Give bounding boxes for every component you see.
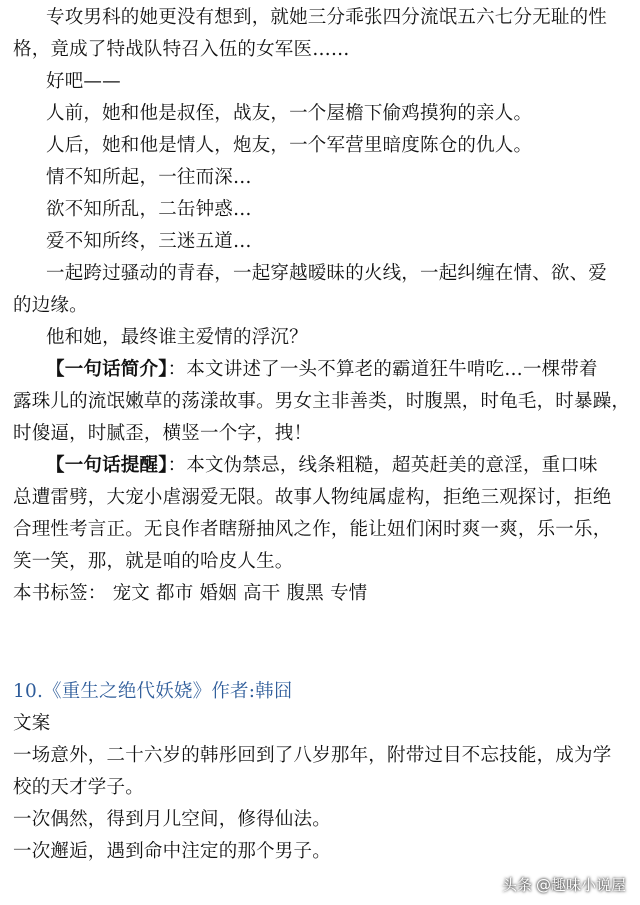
synopsis-block <box>0 2 640 610</box>
paragraph: 校的天才学子。 <box>13 777 144 798</box>
paragraph: 一次偶然，得到月儿空间，修得仙法。 <box>13 809 331 830</box>
paragraph: 好吧—— <box>46 71 121 92</box>
paragraph: 他和她，最终谁主爱情的浮沉？ <box>46 327 308 348</box>
paragraph: 一起跨过骚动的青春，一起穿越暧昧的火线，一起纠缠在情、欲、爱 <box>46 263 608 284</box>
reminder-line <box>0 450 640 482</box>
paragraph: 情不知所起，一往而深… <box>46 167 252 188</box>
paragraph: 专攻男科的她更没有想到，就她三分乖张四分流氓五六七分无耻的性 <box>46 7 608 28</box>
watermark-account: @趣味小说屋 <box>535 876 626 894</box>
reminder-line: 笑一笑，那，就是咱的哈皮人生。 <box>13 551 294 572</box>
reminder-label: 【一句话提醒】 <box>46 455 168 476</box>
paragraph: 文案 <box>13 713 51 734</box>
paragraph: 人前，她和他是叔侄，战友，一个屋檐下偷鸡摸狗的亲人。 <box>46 103 533 124</box>
reminder-line: 合理性考言正。无良作者瞎掰抽风之作，能让妞们闲时爽一爽，乐一乐， <box>13 519 612 540</box>
summary-label: 【一句话简介】 <box>46 359 168 380</box>
paragraph: 的边缘。 <box>13 295 88 316</box>
reminder-line: 总遭雷劈，大宠小虐溺爱无限。故事人物纯属虚构，拒绝三观探讨，拒绝 <box>13 487 612 508</box>
summary-text: ：本文讲述了一头不算老的霸道狂牛啃吃…一棵带着 <box>167 359 598 380</box>
summary-line: 时傻逼，时腻歪，横竖一个字，拽！ <box>13 423 313 444</box>
reminder-text: ：本文伪禁忌，线条粗糙，超英赶美的意淫，重口味 <box>167 455 598 476</box>
paragraph: 人后，她和他是情人，炮友，一个军营里暗度陈仓的仇人。 <box>46 135 533 156</box>
paragraph: 一次邂逅，遇到命中注定的那个男子。 <box>13 841 331 862</box>
book-heading: 10.《重生之绝代妖娆》作者:韩囧 <box>13 681 293 702</box>
watermark-platform: 头条 <box>501 876 532 894</box>
next-book-block <box>0 676 640 868</box>
book-tags: 本书标签： 宠文 都市 婚姻 高干 腹黑 专情 <box>13 583 368 604</box>
summary-line: 露珠儿的流氓嫩草的荡漾故事。男女主非善类，时腹黑，时龟毛，时暴躁， <box>13 391 631 412</box>
summary-line <box>0 354 640 386</box>
paragraph: 格，竟成了特战队特召入伍的女军医…… <box>13 39 350 60</box>
watermark <box>502 874 626 895</box>
paragraph: 爱不知所终，三迷五道… <box>46 231 252 252</box>
paragraph: 一场意外，二十六岁的韩彤回到了八岁那年，附带过目不忘技能，成为学 <box>13 745 612 766</box>
paragraph: 欲不知所乱，二缶钟惑… <box>46 199 252 220</box>
